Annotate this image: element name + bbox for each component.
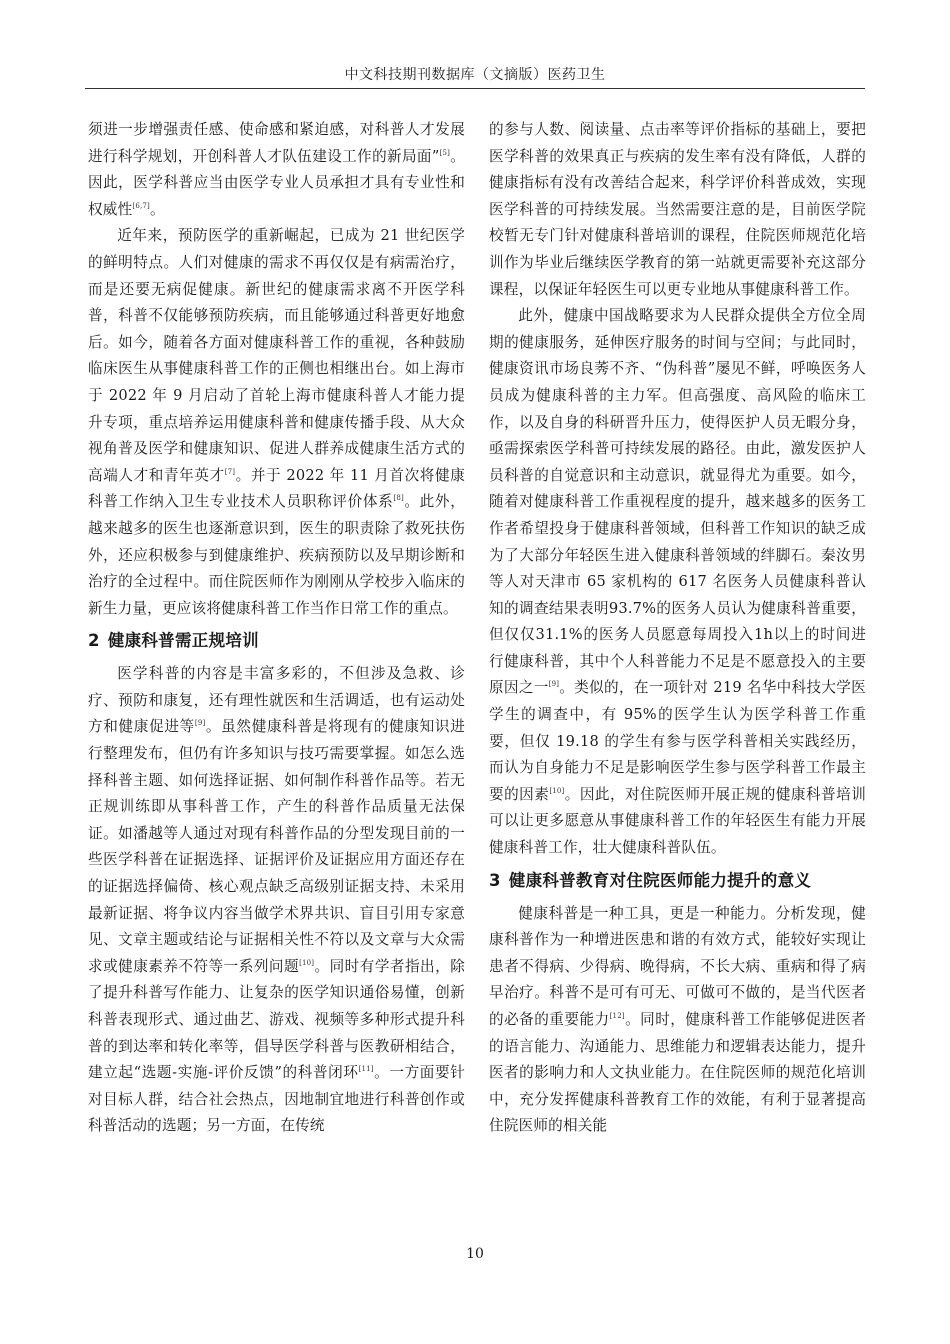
citation[interactable]: [7] (224, 467, 236, 476)
paragraph: 此外，健康中国战略要求为人民群众提供全方位全周期的健康服务，延伸医疗服务的时间与空间；与此同时，健康资讯市场良莠不齐、“伪科普”屡见不鲜，呼唤医务人员成为健康科普的主力军。但高强度、高风险的临床工作，以及自身的科研晋升压力，使得医护人员无暇分身，亟需探索医学科普可持续发展的路径。由此，激发医护人员科普的自觉意识和主动意识，就显得尤为重要。如今，随着对健康科普工作重视程度的提升，越来越多的医务工作者希望投身于健康科普领域，但科普工作知识的缺乏成为了大部分年轻医生进入健康科普领域的绊脚石。秦汝男等人对天津市 65 家机构的 617 名医务人员健康科普认知的调查结果表明93.7%的医务人员认为健康科普重要，但仅仅31.1%的医务人员愿意每周投入1h以上的时间进行健康科普，其中个人科普能力不足是不愿意投入的主要原因之一[9]。类似的，在一项针对 219 名华中科技大学医学生的调查中，有 95%的医学生认为医学科普工作重要，但仅 19.18 的学生有参与医学科普相关实践经历，而认为自身能力不足是影响医学生参与医学科普工作最主要的因素[10]。因此，对住院医师开展正规的健康科普培训可以让更多愿意从事健康科普工作的年轻医生有能力开展健康科普工作，壮大健康科普队伍。 (489, 307, 866, 857)
right-column (489, 117, 866, 1140)
citation[interactable]: [9] (194, 719, 206, 728)
section-heading: 2 健康科普需正规培训 (88, 631, 259, 651)
paragraph: 的参与人数、阅读量、点击率等评价指标的基础上，要把医学科普的效果真正与疾病的发生率有没有降低，人群的健康指标有没有改善结合起来，科学评价科普成效，实现医学科普的可持续发展。当然需要注意的是，目前医学院校暂无专门针对健康科普培训的课程，住院医师规范化培训作为毕业后继续医学教育的第一站就更需要补充这部分课程，以保证年轻医生可以更专业地从事健康科普工作。 (489, 121, 866, 298)
paragraph: 医学科普的内容是丰富多彩的，不但涉及急救、诊疗、预防和康复，还有理性就医和生活调适，也有运动处方和健康促进等[9]。虽然健康科普是将现有的健康知识进行整理发布，但仍有许多知识与技巧需要掌握。如怎么选择科普主题、如何选择证据、如何制作科普作品等。若无正规训练即从事科普工作，产生的科普作品质量无法保证。如潘越等人通过对现有科普作品的分型发现目前的一些医学科普在证据选择、证据评价及证据应用方面还存在的证据选择偏倚、核心观点缺乏高级别证据支持、未采用最新证据、将争议内容当做学术界共识、盲目引用专家意见、文章主题或结论与证据相关性不符以及文章与大众需求或健康素养不符等一系列问题[10]。同时有学者指出，除了提升科普写作能力、让复杂的医学知识通俗易懂，创新科普表现形式、通过曲艺、游戏、视频等多种形式提升科普的到达率和转化率等，倡导医学科普与医教研相结合，建立起“选题-实施-评价反馈”的科普闭环[11]。一方面要针对目标人群，结合社会热点，因地制宜地进行科普创作或科普活动的选题；另一方面，在传统 (88, 665, 465, 1135)
paragraph: 近年来，预防医学的重新崛起，已成为 21 世纪医学的鲜明特点。人们对健康的需求不再仅仅是有病需治疗，而是还要无病促健康。新世纪的健康需求离不开医学科普，科普不仅能够预防疾病，而且能够通过科普更好地愈后。如今，随着各方面对健康科普工作的重视，各种鼓励临床医生从事健康科普工作的正侧也相继出台。如上海市于 2022 年 9 月启动了首轮上海市健康科普人才能力提升专项，重点培养运用健康科普和健康传播手段、从大众视角普及医学和健康知识、促进人群养成健康生活方式的高端人才和青年英才[7]。并于 2022 年 11 月首次将健康科普工作纳入卫生专业技术人员职称评价体系[8]。此外，越来越多的医生也逐渐意识到，医生的职责除了救死扶伤外，还应积极参与到健康维护、疾病预防以及早期诊断和治疗的全过程中。而住院医师作为刚刚从学校步入临床的新生力量，更应该将健康科普工作当作日常工作的重点。 (88, 227, 465, 617)
left-column (88, 117, 465, 1140)
citation[interactable]: [8] (393, 494, 404, 503)
citation[interactable]: [9] (548, 680, 560, 689)
citation[interactable]: [10] (299, 958, 315, 967)
header-divider (85, 88, 865, 89)
citation[interactable]: [12] (609, 1012, 625, 1020)
paragraph: 须进一步增强责任感、使命感和紧迫感，对科普人才发展进行科学规划，开创科普人才队伍建设工作的新局面”[5]。因此，医学科普应当由医学专业人员承担才具有专业性和权威性[6,7]。 (88, 121, 465, 218)
citation[interactable]: [10] (549, 786, 565, 795)
citation[interactable]: [6,7] (132, 201, 150, 210)
citation[interactable]: [11] (358, 1065, 374, 1074)
paragraph: 健康科普是一种工具，更是一种能力。分析发现，健康科普作为一种增进医患和谐的有效方式，能较好实现让患者不得病、少得病、晚得病，不长大病、重病和得了病早治疗。科普不是可有可无、可做可不做的，是当代医者的必备的重要能力[12]。同时，健康科普工作能够促进医者的语言能力、沟通能力、思维能力和逻辑表达能力，提升医者的影响力和人文执业能力。在住院医师的规范化培训中，充分发挥健康科普教育工作的效能，有利于显著提高住院医师的相关能 (489, 904, 866, 1135)
citation[interactable]: [5] (439, 148, 451, 157)
journal-header: 中文科技期刊数据库（文摘版）医药卫生 (344, 67, 606, 83)
page-number: 10 (466, 1246, 484, 1262)
section-heading: 3 健康科普教育对住院医师能力提升的意义 (489, 870, 812, 890)
